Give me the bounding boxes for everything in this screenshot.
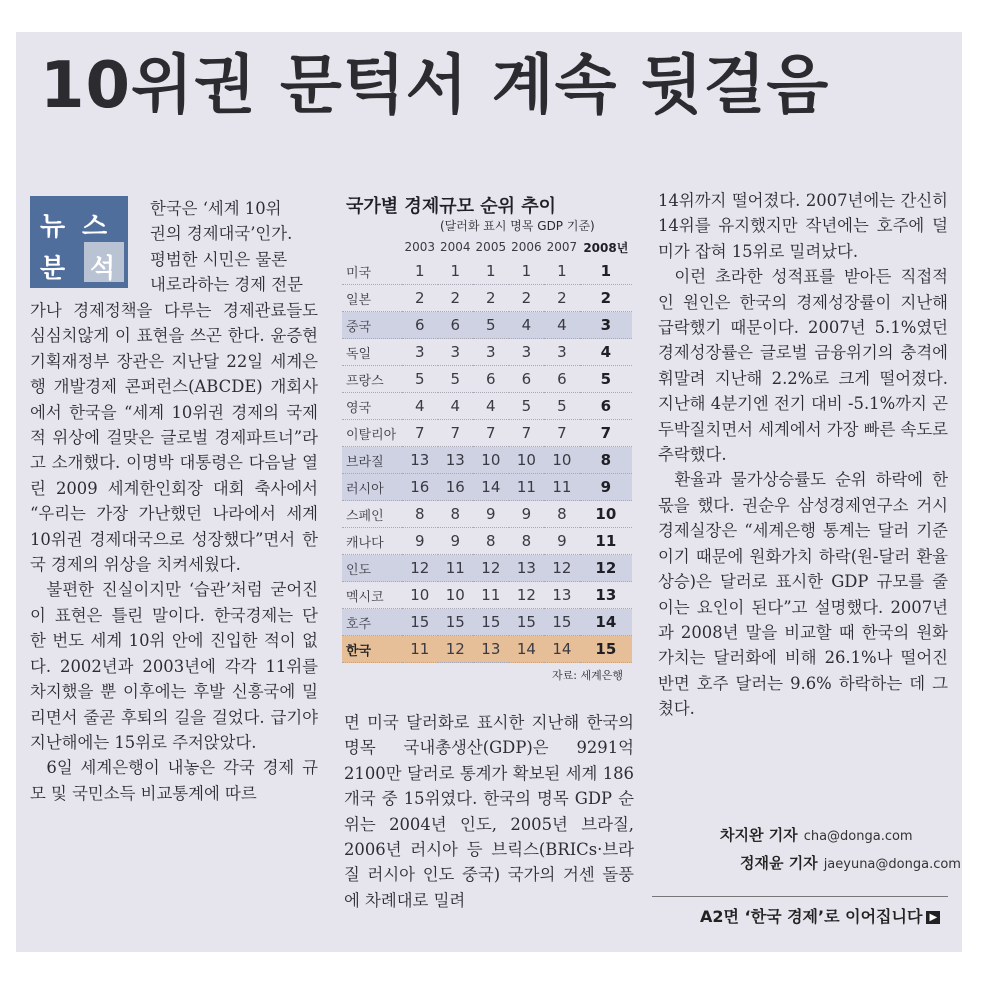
- rank-cell: 8: [600, 451, 612, 469]
- rank-cell: 7: [414, 424, 425, 442]
- country-cell: 브라질: [346, 454, 384, 470]
- badge-char: 석: [90, 254, 116, 284]
- rank-cell: 9: [486, 505, 496, 523]
- intro-line: 한국은 ‘세계 10위: [150, 199, 282, 218]
- table-row: [342, 420, 632, 447]
- rank-cell: 14: [595, 613, 617, 631]
- country-cell: 일본: [346, 292, 372, 308]
- rank-cell: 10: [552, 451, 572, 469]
- rank-cell: 6: [600, 397, 612, 415]
- paragraph: 6일 세계은행이 내놓은 각국 경제 규모 및 국민소득 비교통계에 따르: [30, 758, 318, 803]
- rank-cell: 12: [595, 559, 617, 577]
- rank-cell: 15: [595, 640, 617, 658]
- rank-cell: 16: [445, 478, 465, 496]
- rank-cell: 1: [521, 262, 532, 280]
- rank-cell: 3: [486, 343, 496, 361]
- rank-cell: 7: [600, 424, 612, 442]
- rank-cell: 1: [414, 262, 425, 280]
- reporter-name: 정재윤 기자: [740, 854, 818, 872]
- rank-cell: 14: [481, 478, 501, 496]
- rank-cell: 3: [557, 343, 567, 361]
- reporter-email: jaeyuna@donga.com: [823, 857, 961, 872]
- badge-char: 뉴: [40, 212, 66, 242]
- byline: [740, 852, 961, 873]
- country-cell: 독일: [346, 346, 372, 362]
- rank-cell: 6: [414, 316, 425, 334]
- rank-cell: 5: [557, 397, 567, 415]
- rank-cell: 5: [521, 397, 532, 415]
- rank-cell: 5: [486, 316, 496, 334]
- reporter-email: cha@donga.com: [803, 829, 913, 844]
- news-analysis-badge: [30, 196, 128, 288]
- gdp-rank-table: [342, 236, 632, 663]
- country-cell: 영국: [346, 400, 372, 416]
- rank-cell: 9: [450, 532, 461, 550]
- table-row: [342, 501, 632, 528]
- table-row: [342, 528, 632, 555]
- rank-cell: 8: [414, 505, 425, 523]
- paragraph: 14위까지 떨어졌다. 2007년에는 간신히 14위를 유지했지만 작년에는 호주에 덜미가 잡혀 15위로 밀려났다.: [658, 191, 948, 261]
- headline: 10위권 문턱서 계속 뒷걸음: [40, 49, 830, 123]
- rank-cell: 11: [445, 559, 465, 577]
- rank-cell: 5: [450, 370, 461, 388]
- rank-cell: 11: [516, 478, 536, 496]
- continued-text: A2면 ‘한국 경제’로 이어집니다: [700, 907, 923, 926]
- rank-cell: 1: [486, 262, 496, 280]
- year-header: 2003: [404, 240, 436, 254]
- country-cell: 러시아: [346, 481, 384, 497]
- country-cell: 중국: [346, 319, 372, 335]
- rank-cell: 8: [450, 505, 461, 523]
- rank-cell: 15: [481, 613, 501, 631]
- badge-char: 분: [40, 254, 66, 284]
- country-cell: 멕시코: [346, 589, 384, 605]
- rank-cell: 1: [450, 262, 461, 280]
- rank-cell: 15: [445, 613, 465, 631]
- rank-cell: 3: [600, 316, 612, 334]
- rank-cell: 4: [414, 397, 425, 415]
- table-header-row: [342, 236, 632, 258]
- chart-source: 자료: 세계은행: [552, 669, 623, 682]
- paragraph: 환율과 물가상승률도 순위 하락에 한몫을 했다. 권순우 삼성경제연구소 거시경제실장은 “세계은행 통계는 달러 기준이기 때문에 원화가치 하락(원-달러 환율 상승)은 달러로 표시한 GDP 규모를 줄이는 요인이 된다”고 설명했다. 2007년과 2008년 말을 비교할 때 한국의 원화가치는 달러화에 비해 26.1%나 떨어진 반면 호주 달러는 9.6% 하락하는 데 그쳤다.: [658, 470, 948, 719]
- rank-cell: 8: [521, 532, 532, 550]
- country-cell: 이탈리아: [346, 427, 397, 443]
- rank-cell: 2: [557, 289, 567, 307]
- byline: [720, 824, 913, 845]
- rank-cell: 12: [516, 586, 536, 604]
- table-row: [342, 393, 632, 420]
- rank-cell: 11: [481, 586, 501, 604]
- paragraph: 불편한 진실이지만 ‘습관’처럼 굳어진 이 표현은 틀린 말이다. 한국경제는 단 한 번도 세계 10위 안에 진입한 적이 없다. 2002년과 2003년에 각각 11위를 차지했을 뿐 이후에는 후발 신흥국에 밀리면서 줄곧 후퇴의 길을 걸었다. 급기야 지난해에는 15위로 주저앉았다.: [30, 580, 318, 752]
- puzzle-piece-icon: [84, 242, 124, 282]
- rank-cell: 13: [595, 586, 617, 604]
- rank-cell: 2: [450, 289, 461, 307]
- rank-cell: 4: [600, 343, 612, 361]
- table-row: [342, 636, 632, 663]
- year-header: 2006: [511, 240, 542, 254]
- country-cell: 호주: [346, 616, 372, 632]
- rank-cell: 11: [595, 532, 617, 550]
- article-column-1: [30, 298, 318, 806]
- rank-cell: 15: [516, 613, 536, 631]
- paragraph: 가나 경제정책을 다루는 경제관료들도 심심치않게 이 표현을 쓰곤 한다. 윤증현 기획재정부 장관은 지난달 22일 세계은행 개발경제 콘퍼런스(ABCDE) 개회사에서 한국을 “세계 10위권 경제의 국제적 위상에 걸맞은 글로벌 경제파트너”라고 소개했다. 이명박 대통령은 다음날 열린 2009 세계한인회장 대회 축사에서 “우리는 가장 가난했던 나라에서 세계 10위권 경제대국으로 성장했다”면서 한국 경제의 위상을 치켜세웠다.: [30, 301, 318, 575]
- paragraph: 이런 초라한 성적표를 받아든 직접적인 원인은 한국의 경제성장률이 지난해 급락했기 때문이다. 2007년 5.1%였던 경제성장률은 글로벌 금융위기의 충격에 휘말려 지난해 2.2%로 크게 떨어졌다. 지난해 4분기엔 전기 대비 -5.1%까지 곤두박질치면서 세계에서 가장 빠른 속도로 추락했다.: [658, 267, 949, 465]
- rank-cell: 2: [414, 289, 425, 307]
- intro-line: 내로라하는 경제 전문: [150, 275, 303, 295]
- rank-cell: 4: [557, 316, 567, 334]
- rank-cell: 6: [486, 370, 496, 388]
- rank-cell: 7: [521, 424, 532, 442]
- rank-cell: 7: [450, 424, 461, 442]
- rank-cell: 5: [414, 370, 425, 388]
- country-cell: 인도: [346, 562, 372, 578]
- rank-cell: 9: [414, 532, 425, 550]
- rank-cell: 10: [595, 505, 617, 523]
- rank-cell: 4: [450, 397, 461, 415]
- continued-notice: [700, 904, 940, 927]
- rank-cell: 4: [486, 397, 496, 415]
- rank-cell: 12: [410, 559, 430, 577]
- country-cell: 캐나다: [346, 535, 384, 551]
- rank-cell: 9: [557, 532, 567, 550]
- rank-cell: 15: [552, 613, 572, 631]
- rank-cell: 14: [552, 640, 572, 658]
- rank-cell: 11: [552, 478, 572, 496]
- rank-cell: 10: [516, 451, 536, 469]
- paragraph: 면 미국 달러화로 표시한 지난해 한국의 명목 국내총생산(GDP)은 9291억 2100만 달러로 통계가 확보된 세계 186개국 중 15위였다. 한국의 명목 GDP 순위는 2004년 인도, 2005년 브라질, 2006년 러시아 등 브릭스(BRICs·브라질 러시아 인도 중국) 국가의 거센 돌풍에 차례대로 밀려: [344, 713, 634, 910]
- rank-cell: 10: [481, 451, 501, 469]
- intro-line: 평범한 시민은 물론: [150, 249, 288, 269]
- reporter-name: 차지완 기자: [720, 826, 798, 844]
- rank-cell: 12: [552, 559, 572, 577]
- rank-cell: 1: [600, 262, 612, 280]
- rank-cell: 7: [486, 424, 496, 442]
- chart-title: 국가별 경제규모 순위 추이: [346, 196, 557, 217]
- badge-char: 스: [82, 212, 108, 242]
- country-cell: 스페인: [346, 508, 384, 524]
- rank-cell: 13: [516, 559, 536, 577]
- table-row: [342, 555, 632, 582]
- country-cell: 미국: [346, 265, 372, 281]
- rank-cell: 10: [410, 586, 430, 604]
- table-row: [342, 312, 632, 339]
- year-header: 2008년: [583, 240, 629, 255]
- rank-cell: 6: [557, 370, 567, 388]
- rank-cell: 15: [410, 613, 430, 631]
- rank-cell: 12: [481, 559, 501, 577]
- rank-cell: 8: [486, 532, 496, 550]
- table-row: [342, 366, 632, 393]
- rank-cell: 5: [600, 370, 612, 388]
- rank-cell: 8: [557, 505, 567, 523]
- table-row: [342, 447, 632, 474]
- rank-cell: 7: [557, 424, 567, 442]
- rank-cell: 2: [521, 289, 532, 307]
- year-header: 2005: [475, 240, 507, 254]
- rank-cell: 2: [486, 289, 496, 307]
- year-header: 2004: [440, 240, 471, 254]
- rank-cell: 9: [600, 478, 612, 496]
- rank-cell: 1: [557, 262, 567, 280]
- rank-cell: 6: [450, 316, 461, 334]
- rank-cell: 13: [481, 640, 501, 658]
- table-row: [342, 339, 632, 366]
- article-column-3: [658, 188, 948, 722]
- rank-cell: 11: [410, 640, 430, 658]
- rank-cell: 2: [600, 289, 612, 307]
- rank-cell: 14: [516, 640, 536, 658]
- country-cell: 한국: [346, 643, 372, 659]
- article-intro-lines: [150, 196, 318, 298]
- table-row: [342, 258, 632, 285]
- chart-unit: (달러화 표시 명목 GDP 기준): [440, 219, 595, 233]
- rank-cell: 9: [521, 505, 532, 523]
- country-cell: 프랑스: [346, 373, 384, 389]
- table-row: [342, 582, 632, 609]
- rank-cell: 3: [414, 343, 425, 361]
- table-row: [342, 609, 632, 636]
- rank-cell: 4: [521, 316, 532, 334]
- rank-cell: 12: [445, 640, 465, 658]
- table-row: [342, 285, 632, 312]
- table-row: [342, 474, 632, 501]
- intro-line: 권의 경제대국’인가.: [150, 224, 293, 244]
- rank-cell: 6: [521, 370, 532, 388]
- rank-cell: 3: [450, 343, 461, 361]
- year-header: 2007: [546, 240, 578, 254]
- rank-cell: 3: [521, 343, 532, 361]
- divider: [652, 896, 948, 897]
- rank-cell: 13: [445, 451, 465, 469]
- article-column-2: [344, 710, 634, 913]
- rank-cell: 16: [410, 478, 430, 496]
- header-blank: [342, 236, 402, 258]
- rank-cell: 13: [410, 451, 430, 469]
- rank-cell: 13: [552, 586, 572, 604]
- rank-cell: 10: [445, 586, 465, 604]
- arrow-right-icon: ▶: [926, 911, 940, 924]
